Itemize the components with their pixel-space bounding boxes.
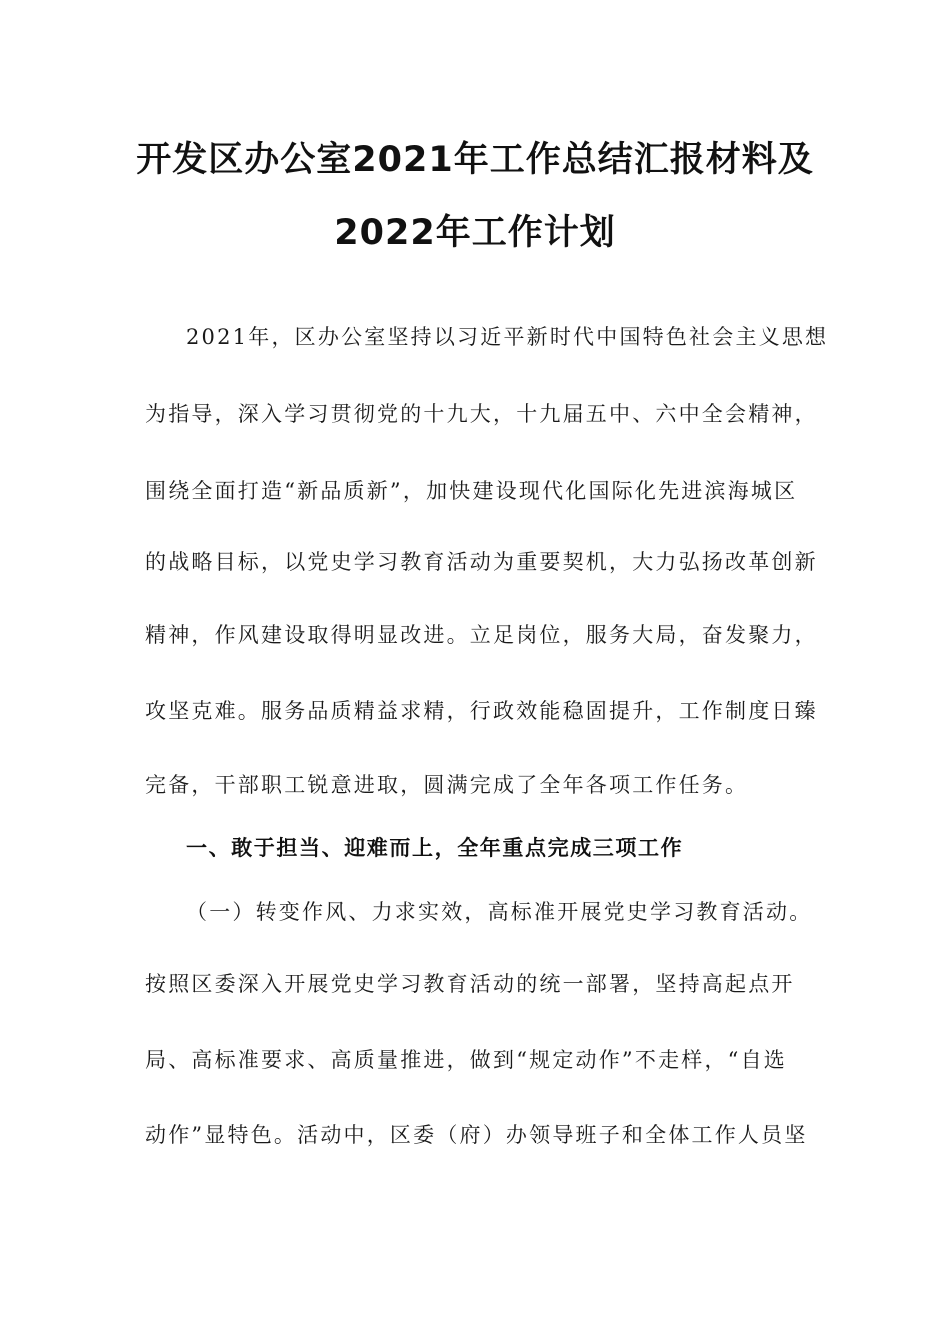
paragraph-line: 完备，干部职工锐意进取，圆满完成了全年各项工作任务。 [145,773,749,797]
paragraph-line: 为指导，深入学习贯彻党的十九大，十九届五中、六中全会精神， [145,402,818,426]
paragraph-line: 的战略目标，以党史学习教育活动为重要契机，大力弘扬改革创新 [145,550,818,574]
paragraph-line: 精神，作风建设取得明显改进。立足岗位，服务大局，奋发聚力， [145,623,818,647]
subsection-heading: （一）转变作风、力求实效，高标准开展党史学习教育活动。 [186,900,813,924]
paragraph-line: 2021年，区办公室坚持以习近平新时代中国特色社会主义思想 [186,325,829,349]
paragraph-line: 动作”显特色。活动中，区委（府）办领导班子和全体工作人员坚 [145,1123,808,1147]
section-heading: 一、敢于担当、迎难而上，全年重点完成三项工作 [186,836,684,860]
document-title-line-2: 2022年工作计划 [334,213,616,253]
paragraph-line: 围绕全面打造“新品质新”，加快建设现代化国际化先进滨海城区 [145,479,798,503]
paragraph-line: 局、高标准要求、高质量推进，做到“规定动作”不走样，“自选 [145,1048,788,1072]
document-title-line-1: 开发区办公室2021年工作总结汇报材料及 [136,140,814,180]
paragraph-line: 攻坚克难。服务品质精益求精，行政效能稳固提升，工作制度日臻 [145,699,818,723]
paragraph-line: 按照区委深入开展党史学习教育活动的统一部署，坚持高起点开 [145,972,795,996]
